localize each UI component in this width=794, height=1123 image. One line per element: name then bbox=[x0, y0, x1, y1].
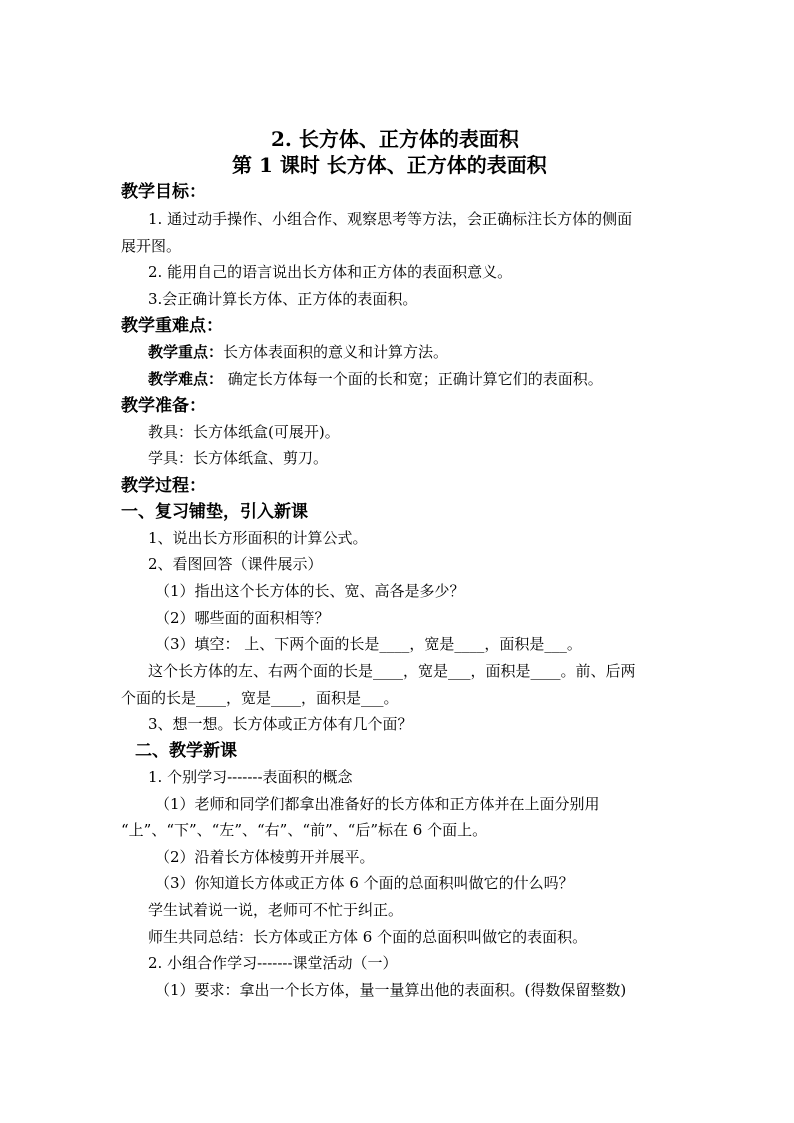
teaching-focus-text: 长方体表面积的意义和计算方法。 bbox=[223, 343, 449, 361]
teaching-difficulty-label: 教学难点： bbox=[148, 370, 224, 388]
part-1-line-4: （2）哪些面的面积相等？ bbox=[155, 609, 330, 627]
prep-heading: 教学准备： bbox=[121, 396, 206, 416]
goals-heading: 教学目标： bbox=[121, 182, 206, 202]
teaching-difficulty-text: 确定长方体每一个面的长和宽；正确计算它们的表面积。 bbox=[223, 370, 603, 388]
part-2-line-3: “上”、“下”、“左”、“右”、“前”、“后”标在 6 个面上。 bbox=[121, 821, 488, 839]
teaching-focus bbox=[148, 345, 448, 360]
goal-3: 3.会正确计算长方体、正方体的表面积。 bbox=[148, 290, 418, 308]
part-1-line-7: 个面的长是____，宽是____，面积是___。 bbox=[121, 689, 399, 707]
part-1-line-8: 3、想一想。长方体或正方体有几个面？ bbox=[148, 715, 413, 733]
keypoints-heading: 教学重难点： bbox=[121, 316, 223, 336]
part-2-line-5: （3）你知道长方体或正方体 6 个面的总面积叫做它的什么吗？ bbox=[155, 874, 574, 892]
part-2-line-8: 2. 小组合作学习-------课堂活动（一） bbox=[148, 954, 398, 972]
process-heading: 教学过程： bbox=[121, 476, 206, 496]
part-2-line-6: 学生试着说一说，老师可不忙于纠正。 bbox=[148, 901, 404, 919]
goal-1-line-1: 1. 通过动手操作、小组合作、观察思考等方法，会正确标注长方体的侧面 bbox=[148, 210, 633, 228]
goal-2: 2. 能用自己的语言说出长方体和正方体的表面积意义。 bbox=[148, 263, 513, 281]
part-2-line-2: （1）老师和同学们都拿出准备好的长方体和正方体并在上面分别用 bbox=[155, 795, 600, 813]
prep-teacher-tools: 教具：长方体纸盒(可展开)。 bbox=[148, 423, 340, 441]
teaching-focus-label: 教学重点： bbox=[148, 343, 224, 361]
part-1-line-3: （1）指出这个长方体的长、宽、高各是多少？ bbox=[155, 582, 465, 600]
part-1-heading: 一、复习铺垫，引入新课 bbox=[121, 502, 308, 522]
part-1-line-1: 1、说出长方形面积的计算公式。 bbox=[148, 529, 368, 547]
part-2-line-1: 1. 个别学习-------表面积的概念 bbox=[148, 768, 353, 786]
part-2-line-7: 师生共同总结：长方体或正方体 6 个面的总面积叫做它的表面积。 bbox=[148, 928, 588, 946]
part-1-line-5: （3）填空： 上、下两个面的长是____，宽是____，面积是___。 bbox=[155, 635, 582, 653]
part-2-heading: 二、教学新课 bbox=[135, 741, 237, 761]
teaching-difficulty bbox=[148, 372, 603, 387]
part-2-line-9: （1）要求：拿出一个长方体，量一量算出他的表面积。(得数保留整数) bbox=[155, 981, 627, 999]
part-1-line-6: 这个长方体的左、右两个面的长是____，宽是___，面积是____。前、后两 bbox=[148, 662, 636, 680]
part-2-line-4: （2）沿着长方体棱剪开并展平。 bbox=[155, 848, 375, 866]
lesson-subtitle: 第 1 课时 长方体、正方体的表面积 bbox=[232, 153, 547, 177]
prep-student-tools: 学具：长方体纸盒、剪刀。 bbox=[148, 449, 329, 467]
part-1-line-2: 2、看图回答（课件展示） bbox=[148, 555, 323, 573]
goal-1-line-2: 展开图。 bbox=[121, 237, 182, 255]
lesson-title: 2. 长方体、正方体的表面积 bbox=[271, 127, 519, 151]
